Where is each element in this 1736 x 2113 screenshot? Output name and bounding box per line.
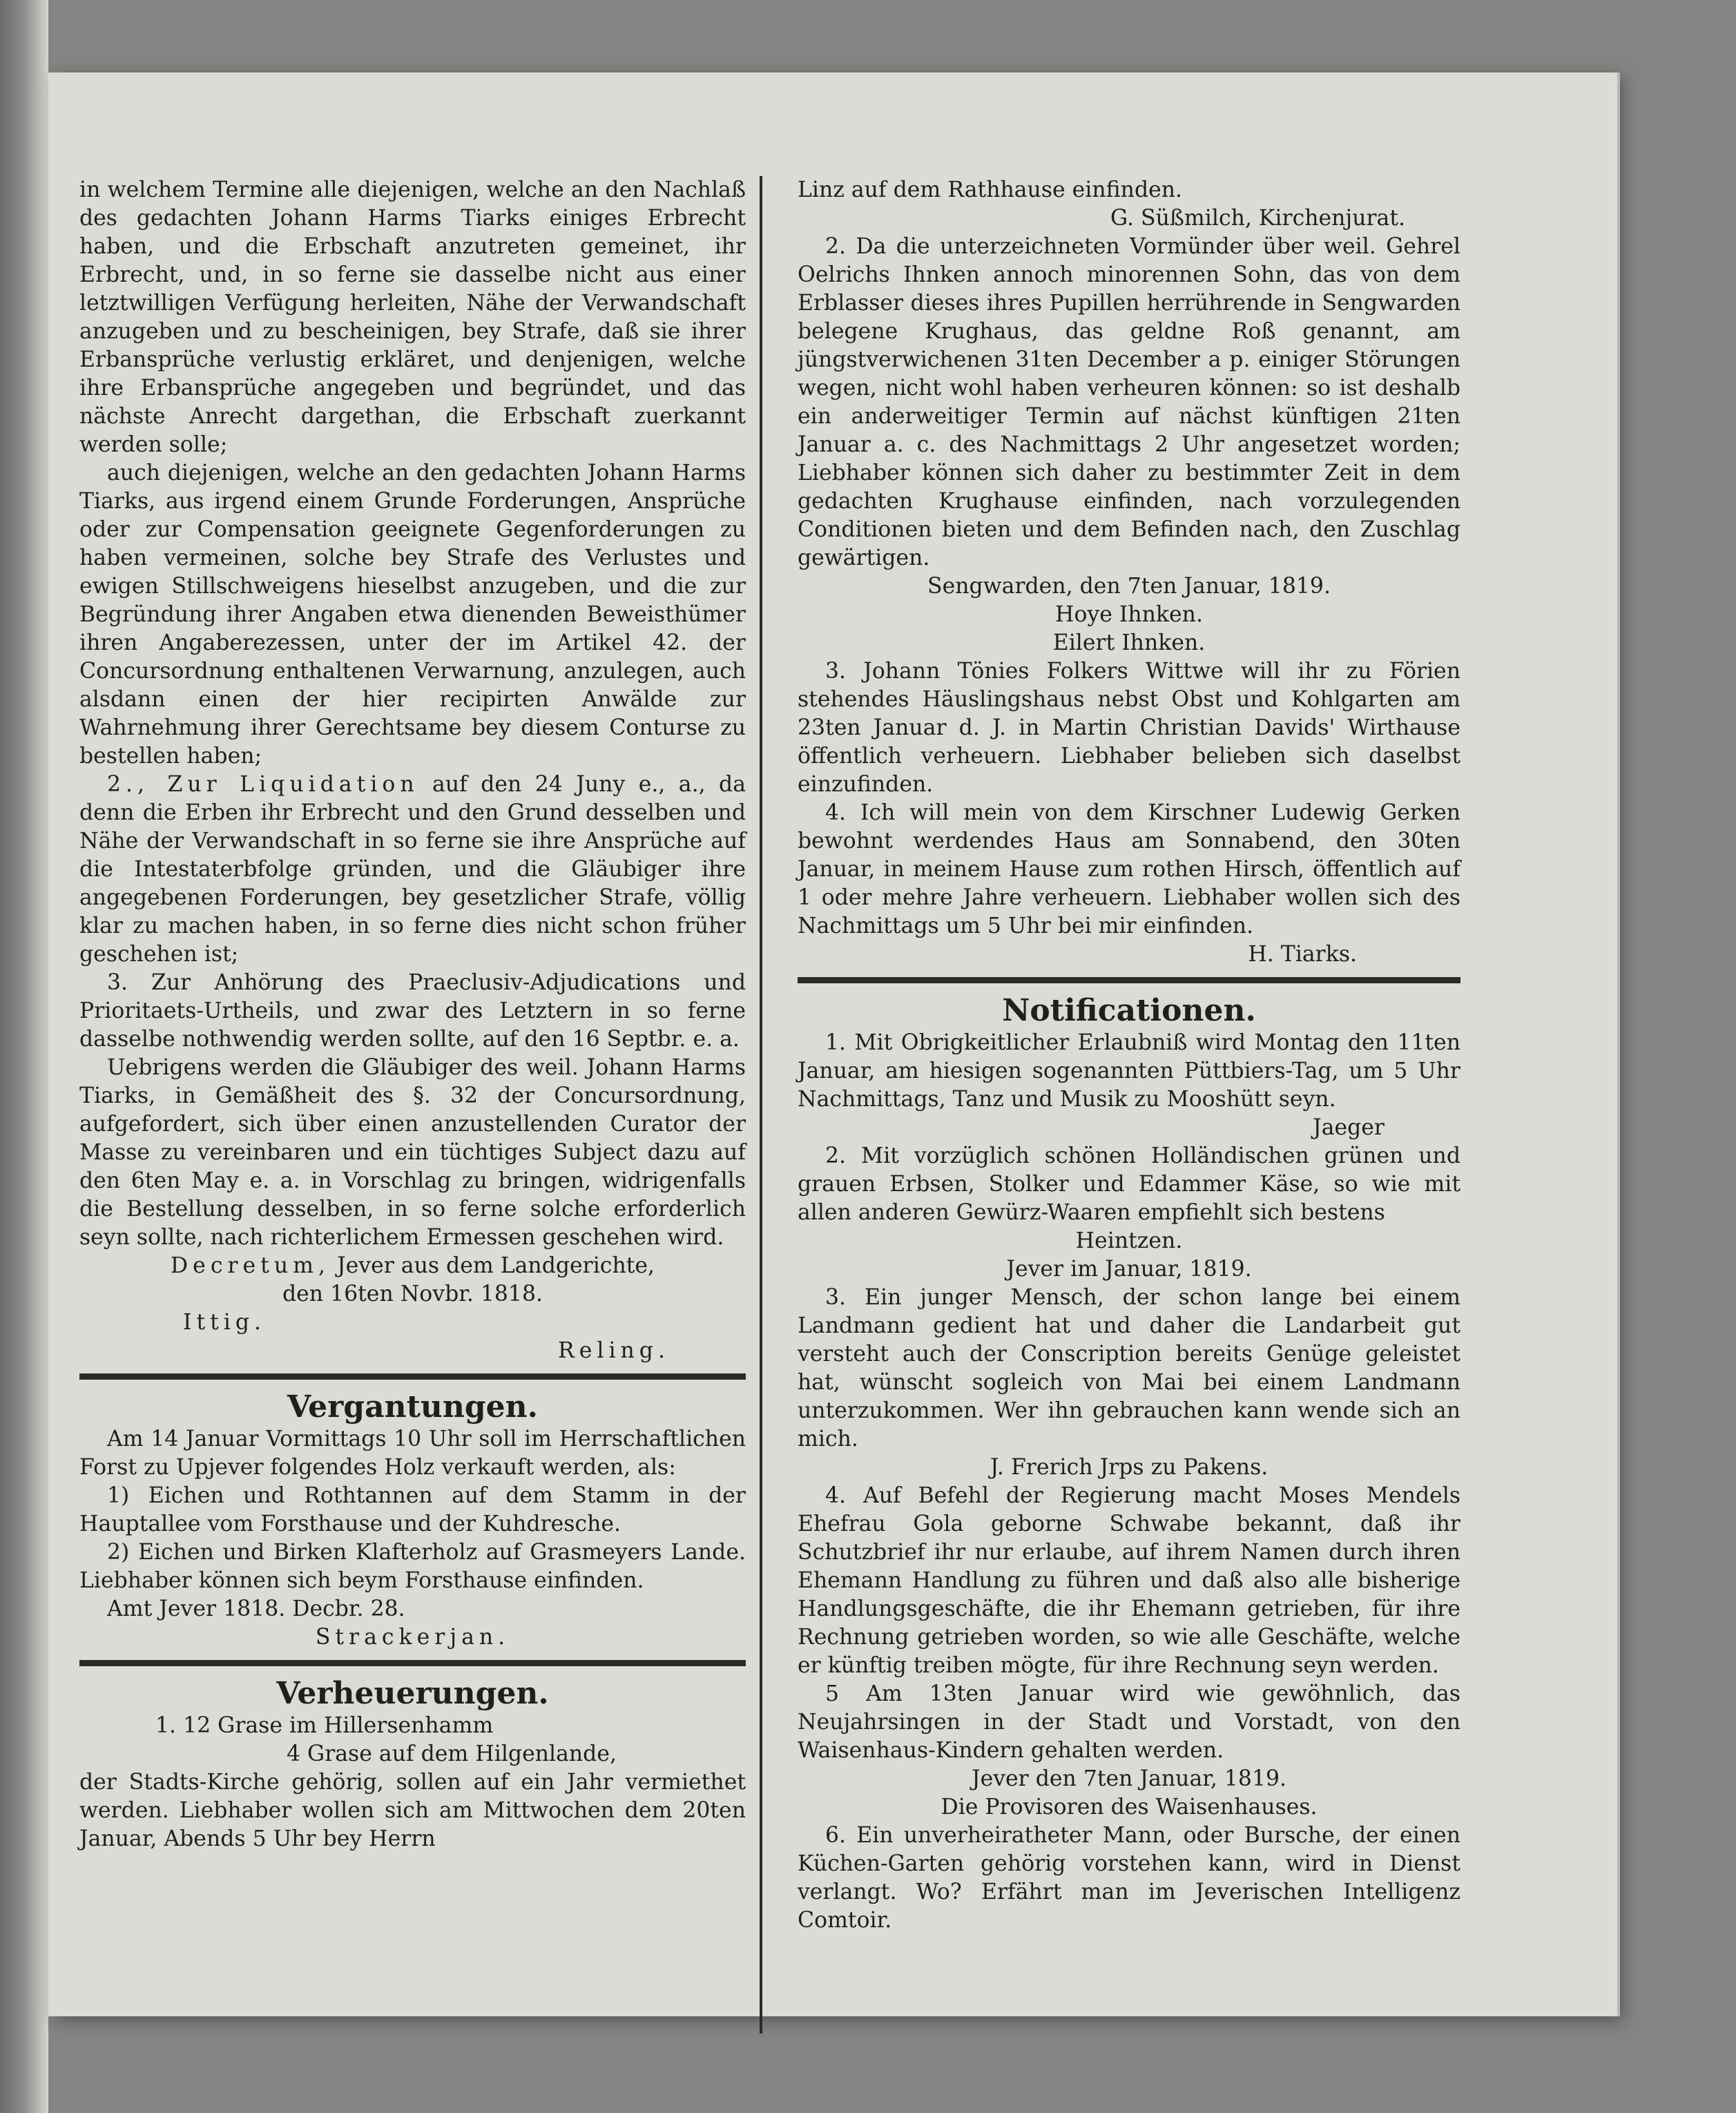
notification-6: 6. Ein unverheiratheter Mann, oder Bursche, der einen Küchen-Garten gehörig vorstehen kann, wird in Dienst verlangt. Wo? Erfährt man im Jeverischen Intelligenz Comtoir. [798, 1823, 1460, 1933]
notification-5: 5 Am 13ten Januar wird wie gewöhnlich, das Neujahrsingen in der Stadt und Vorstadt, von den Waisenhaus-Kindern gehalten werden. [798, 1681, 1460, 1763]
right-signature-suessmilch: G. Süßmilch, Kirchenjurat. [1110, 206, 1405, 231]
decretum-text: Jever aus dem Landgerichte, [330, 1253, 655, 1278]
section-rule-1 [79, 1373, 746, 1380]
notification-5-date: Jever den 7ten Januar, 1819. [971, 1766, 1287, 1791]
left-paragraph-4 [79, 969, 746, 1054]
right-paragraph-1: Linz auf dem Rathhause einfinden. [798, 177, 1183, 202]
left-paragraph-1: in welchem Termine alle diejenigen, welche an den Nachlaß des gedachten Johann Harms Tiarks einiges Erbrecht haben, und die Erbschaft anzutreten gemeinet, ihr Erbrecht, und, in so ferne sie dasselbe nicht aus einer letztwilligen Verfügung herleiten, Nähe der Verwandschaft anzugeben und zu bescheinigen, bey Strafe, daß sie ihrer Erbansprüche verlustig erkläret, und denjenigen, welche ihre Erbansprüche angegeben und begründet, und das nächste Anrecht dargethan, die Erbschaft zuerkannt werden solle; [79, 177, 746, 457]
anhoerung-text: und zwar des Letztern in so ferne dasselbe nothwendig werden sollte, auf den 16 Septbr. e. a. [79, 998, 746, 1052]
right-paragraph-4: 4. Ich will mein von dem Kirschner Ludewig Gerken bewohnt werdendes Haus am Sonnabend, den 30ten Januar, in meinem Hause zum rothen Hirsch, öffentlich auf 1 oder mehre Jahre verheuern. Liebhaber wollen sich des Nachmittags um 5 Uhr bei mir einfinden. [798, 800, 1460, 938]
liquidation-text: auf den 24 Juny e., a., da denn die Erben ihr Erbrecht und den Grund desselben und Nähe der Verwandschaft in so ferne sie ihre Ansprüche auf die Intestaterbfolge gründen, und die Gläubiger ihre angegebenen Forderungen, bey gesetzlicher Strafe, völlig klar zu machen haben, in so ferne dies nicht schon früher geschehen ist; [79, 772, 746, 967]
page-edge-shadow [0, 0, 48, 2113]
verheuerungen-line-2: 4 Grase auf dem Hilgenlande, [287, 1741, 617, 1766]
notification-3: 3. Ein junger Mensch, der schon lange bei einem Landmann gedient hat und daher die Landarbeit gut versteht auch der Conscription bereits Genüge geleistet hat, wünscht sogleich von Mai bei einem Landmann unterzukommen. Wer ihn gebrauchen kann wende sich an mich. [798, 1285, 1460, 1451]
column-divider [760, 176, 762, 2034]
section-rule-3 [798, 977, 1460, 983]
right-signature-tiarks: H. Tiarks. [1248, 942, 1357, 967]
vergantungen-date: Amt Jever 1818. Decbr. 28. [107, 1596, 405, 1621]
heading-notificationen: Notificationen. [1002, 993, 1256, 1028]
left-paragraph-2: auch diejenigen, welche an den gedachten Johann Harms Tiarks, aus irgend einem Grunde Forderungen, Ansprüche oder zur Compensation geeignete Gegenforderungen zu haben vermeinen, solche bey Strafe des Verlustes und ewigen Stillschweigens hieselbst anzugeben, und die zur Begründung ihrer Angaben etwa dienenden Beweisthümer ihren Angaberezessen, unter der im Artikel 42. der Concursordnung enthaltenen Verwarnung, anzulegen, auch alsdann einen der hier recipirten Anwälde zur Wahrnehmung ihrer Gerechtsame bey diesem Conturse zu bestellen haben; [79, 461, 746, 769]
vergantungen-paragraph-2: 1) Eichen und Rothtannen auf dem Stamm in der Hauptallee vom Forsthause und der Kuhdresche. [79, 1483, 746, 1536]
notification-2: 2. Mit vorzüglich schönen Holländischen grünen und grauen Erbsen, Stolker und Edammer Käse, so wie mit allen anderen Gewürz-Waaren empfiehlt sich bestens [798, 1144, 1460, 1225]
vergantungen-paragraph-3: 2) Eichen und Birken Klafterholz auf Grasmeyers Lande. Liebhaber können sich beym Forsthause einfinden. [79, 1540, 746, 1593]
verheuerungen-line-1: 1. 12 Grase im Hillersenhamm [155, 1713, 494, 1738]
notification-2-signature: Heintzen. [1075, 1228, 1183, 1253]
left-paragraph-3 [79, 771, 746, 969]
verheuerungen-paragraph: der Stadts-Kirche gehörig, sollen auf ein Jahr vermiethet werden. Liebhaber wollen sich am Mittwochen dem 20ten Januar, Abends 5 Uhr bey Herrn [79, 1770, 746, 1851]
vergantungen-paragraph-1: Am 14 Januar Vormittags 10 Uhr soll im Herrschaftlichen Forst zu Upjever folgendes Holz verkauft werden, als: [79, 1427, 746, 1480]
signature-ittig: Ittig. [183, 1310, 267, 1335]
notification-2-date: Jever im Januar, 1819. [1006, 1257, 1252, 1282]
left-column [79, 176, 746, 1853]
heading-vergantungen: Vergantungen. [287, 1389, 538, 1425]
liquidation-lead: 2., Zur Liquidation [107, 772, 419, 797]
notification-1: 1. Mit Obrigkeitlicher Erlaubniß wird Montag den 11ten Januar, am hiesigen sogenannten Püttbiers-Tag, um 5 Uhr Nachmittags, Tanz und Musik zu Mooshütt seyn. [798, 1030, 1460, 1112]
notification-3-signature: J. Frerich Jrps zu Pakens. [990, 1455, 1269, 1480]
decretum-line [79, 1252, 746, 1280]
notification-4: 4. Auf Befehl der Regierung macht Moses Mendels Ehefrau Gola geborne Schwabe bekannt, daß ihr Schutzbrief ihr nur erlaube, auf ihrem Namen durch ihren Ehemann Handlung zu führen und daß also alle bisherige Handlungsgeschäfte, die ihr Ehemann getrieben, für ihre Rechnung getrieben worden, so wie alle Geschäfte, welche er künftig treiben mögte, für ihre Rechnung seyn werden. [798, 1483, 1460, 1678]
right-paragraph-3: 3. Johann Tönies Folkers Wittwe will ihr zu Förien stehendes Häuslingshaus nebst Obst und Kohlgarten am 23ten Januar d. J. in Martin Christian Davids' Wirthause öffentlich verheuern. Liebhaber belieben sich daselbst einzufinden. [798, 659, 1460, 797]
right-signature-eilert: Eilert Ihnken. [1052, 630, 1206, 655]
right-date-sengwarden: Sengwarden, den 7ten Januar, 1819. [927, 574, 1331, 599]
right-signature-hoye: Hoye Ihnken. [1055, 602, 1203, 627]
section-rule-2 [79, 1660, 746, 1666]
heading-verheuerungen: Verheuerungen. [276, 1676, 549, 1711]
notification-5-signature: Die Provisoren des Waisenhauses. [941, 1795, 1318, 1820]
newspaper-page [48, 73, 1617, 2016]
decretum-lead: Decretum, [170, 1253, 330, 1278]
decretum-date: den 16ten Novbr. 1818. [282, 1282, 543, 1306]
notification-1-signature: Jaeger [1313, 1115, 1385, 1140]
anhoerung-lead: 3. Zur Anhörung des Praeclusiv-Adjudications und Prioritaets-Urtheils, [79, 970, 746, 1023]
right-column [798, 176, 1460, 1935]
vergantungen-signature: Strackerjan. [315, 1625, 510, 1650]
left-paragraph-5: Uebrigens werden die Gläubiger des weil. Johann Harms Tiarks, in Gemäßheit des §. 32 der Concursordnung, aufgefordert, sich über einen anzustellenden Curator der Masse zu vereinbaren und ein tüchtiges Subject dazu auf den 6ten May e. a. in Vorschlag zu bringen, widrigenfalls die Bestellung desselben, in so ferne solche erforderlich seyn sollte, nach richterlichem Ermessen geschehen wird. [79, 1055, 746, 1250]
right-paragraph-2: 2. Da die unterzeichneten Vormünder über weil. Gehrel Oelrichs Ihnken annoch minorennen Sohn, das von dem Erblasser dieses ihres Pupillen herrührende in Sengwarden belegene Krughaus, das geldne Roß genannt, am jüngstverwichenen 31ten December a p. einiger Störungen wegen, nicht wohl haben verheuren können: so ist deshalb ein anderweitiger Termin auf nächst künftigen 21ten Januar a. c. des Nachmittags 2 Uhr angesetzet worden; Liebhaber können sich daher zu bestimmter Zeit in dem gedachten Krughause einfinden, nach vorzulegenden Conditionen bieten und dem Befinden nach, den Zuschlag gewärtigen. [798, 234, 1460, 570]
signature-reling: Reling. [558, 1338, 670, 1363]
